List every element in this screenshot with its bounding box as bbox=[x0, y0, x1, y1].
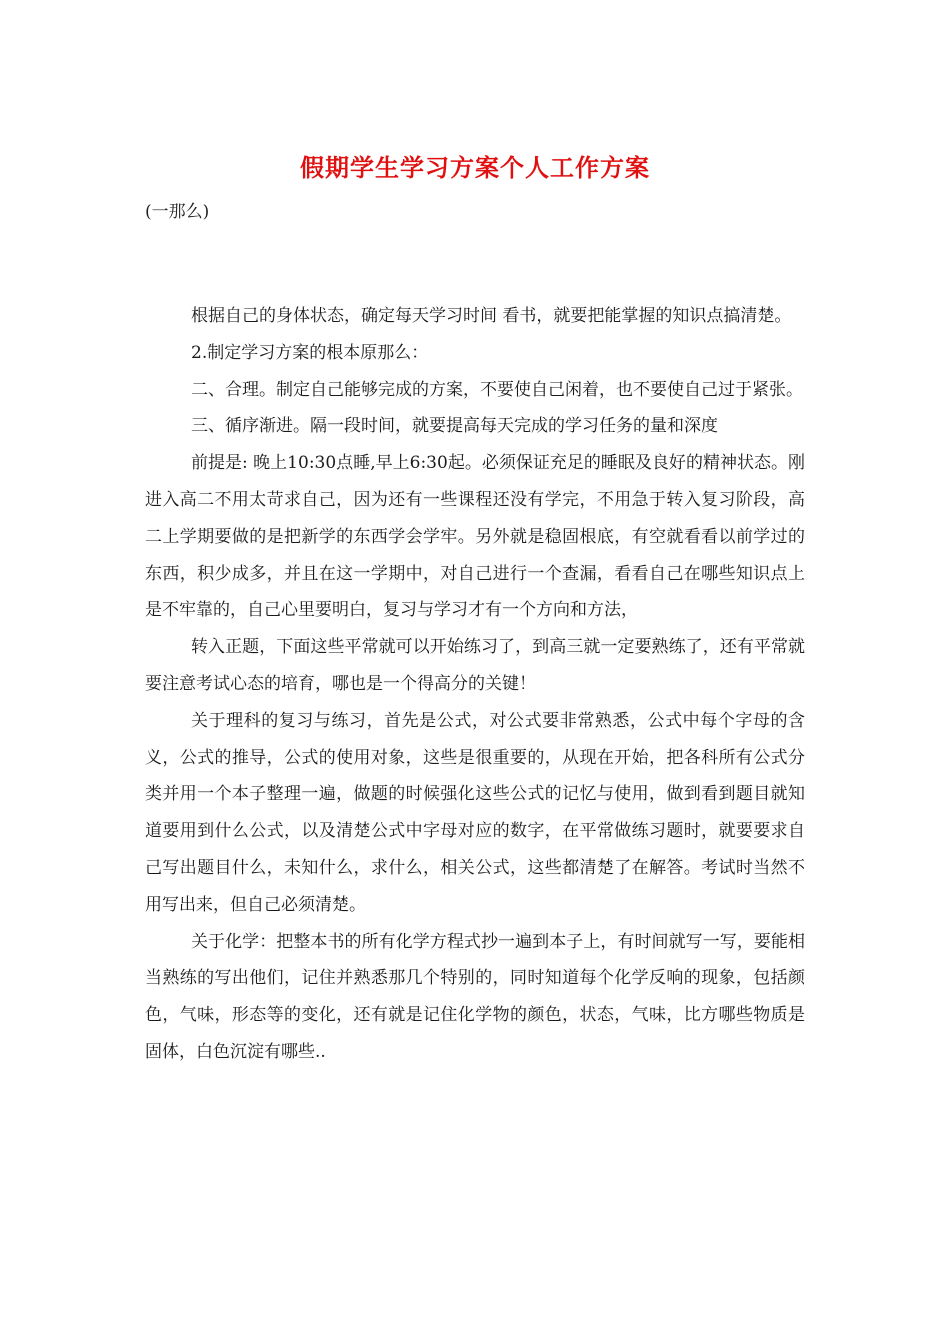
paragraph: 三、循序渐进。隔一段时间，就要提高每天完成的学习任务的量和深度 bbox=[191, 416, 718, 437]
paragraph: 前提是: 晚上10:30点睡,早上6:30起。必须保证充足的睡眠及良好的精神状态。刚进入高二不用太苛求自己，因为还有一些课程还没有学完，不用急于转入复习阶段，高二上学期要做的是把新学的东西学会学牢。另外就是稳固根底，有空就看看以前学过的东西，积少成多，并且在这一学期中，对自己进行一个查漏，看看自己在哪些知识点上是不牢靠的，自己心里要明白，复习与学习才有一个方向和方法， bbox=[145, 453, 805, 621]
paragraph: 关于化学：把整本书的所有化学方程式抄一遍到本子上，有时间就写一写，要能相当熟练的写出他们，记住并熟悉那几个特别的，同时知道每个化学反响的现象，包括颜色，气味，形态等的变化，还有就是记住化学物的颜色，状态，气味，比方哪些物质是固体，白色沉淀有哪些.. bbox=[145, 931, 805, 1062]
paragraph: 转入正题，下面这些平常就可以开始练习了，到高三就一定要熟练了，还有平常就要注意考试心态的培育，哪也是一个得高分的关键！ bbox=[145, 637, 805, 694]
paragraph: 二、合理。制定自己能够完成的方案，不要使自己闲着，也不要使自己过于紧张。 bbox=[191, 379, 803, 400]
document-title: 假期学生学习方案个人工作方案 bbox=[300, 153, 650, 182]
paragraph: 2.制定学习方案的根本原那么： bbox=[191, 342, 429, 363]
paragraph: 关于理科的复习与练习，首先是公式，对公式要非常熟悉，公式中每个字母的含义，公式的推导，公式的使用对象，这些是很重要的，从现在开始，把各科所有公式分类并用一个本子整理一遍，做题的时候强化这些公式的记忆与使用，做到看到题目就知道要用到什么公式，以及清楚公式中字母对应的数字，在平常做练习题时，就要要求自己写出题目什么，未知什么，求什么，相关公式，这些都清楚了在解答。考试时当然不用写出来，但自己必须清楚。 bbox=[145, 710, 805, 915]
document-body bbox=[145, 298, 805, 1071]
document-subtitle: (一那么) bbox=[145, 202, 210, 222]
paragraph: 根据自己的身体状态，确定每天学习时间 看书，就要把能掌握的知识点搞清楚。 bbox=[191, 306, 792, 326]
